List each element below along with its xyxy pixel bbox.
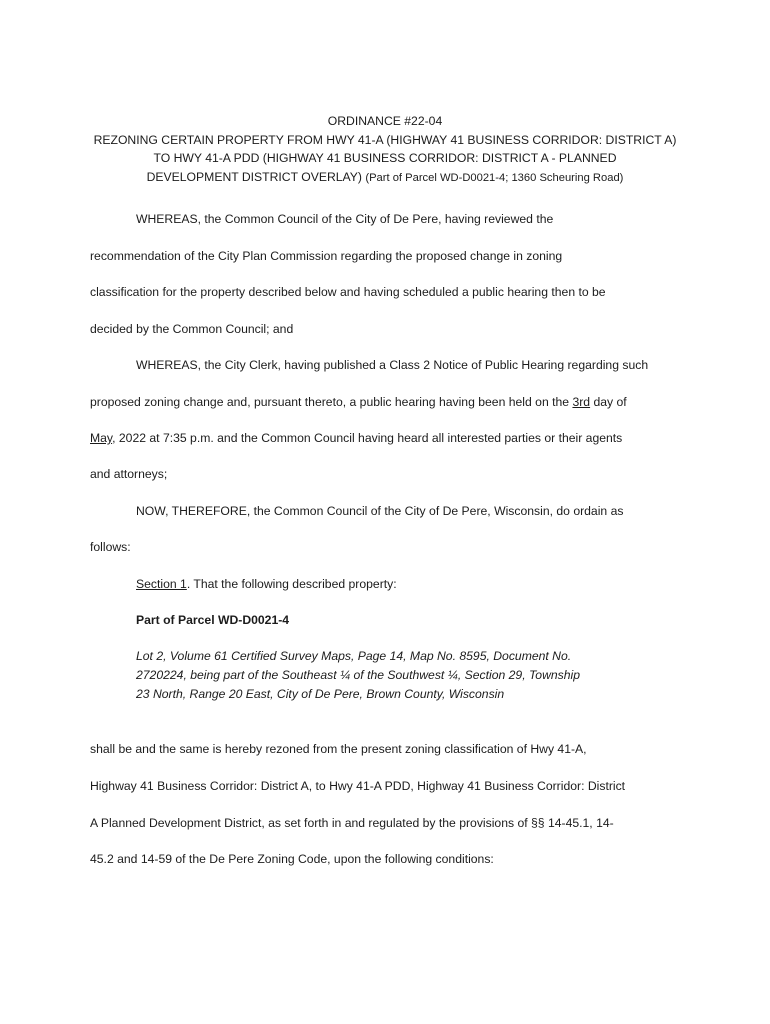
hearing-month: May	[90, 431, 113, 445]
recital-1-line-1: WHEREAS, the Common Council of the City of De Pere, having reviewed the	[136, 212, 554, 226]
legal-description-line-2: 2720224, being part of the Southeast ¼ of the Southwest ¼, Section 29, Township	[136, 668, 581, 682]
recital-2-line-1: WHEREAS, the City Clerk, having published a Class 2 Notice of Public Hearing regarding such	[136, 358, 649, 372]
section-1-label: Section 1	[136, 577, 187, 591]
recital-1-line-3: classification for the property described below and having scheduled a public hearing then to be	[90, 285, 606, 299]
ordinance-title-line-2: TO HWY 41-A PDD (HIGHWAY 41 BUSINESS CORRIDOR: DISTRICT A - PLANNED	[153, 151, 617, 166]
ordain-line-2: follows:	[90, 540, 131, 554]
parcel-note: (Part of Parcel WD-D0021-4; 1360 Scheuring Road)	[365, 171, 624, 184]
ordinance-title-line-1: REZONING CERTAIN PROPERTY FROM HWY 41-A (HIGHWAY 41 BUSINESS CORRIDOR: DISTRICT A)	[93, 132, 677, 147]
ordain-line-1: NOW, THEREFORE, the Common Council of the City of De Pere, Wisconsin, do ordain as	[136, 504, 624, 518]
recital-2-line-2	[90, 394, 627, 410]
recital-2-line-2-text: proposed zoning change and, pursuant thereto, a public hearing having been held on the	[90, 395, 573, 409]
recital-1-line-4: decided by the Common Council; and	[90, 322, 294, 336]
recital-2-line-3-text: , 2022 at 7:35 p.m. and the Common Council having heard all interested parties or their agents	[112, 431, 623, 445]
ordinance-number: ORDINANCE #22-04	[327, 114, 443, 128]
ordinance-heading	[60, 112, 710, 187]
section-1-intro-text: . That the following described property:	[186, 577, 397, 591]
recital-2-line-3	[90, 430, 622, 446]
recital-2-line-4: and attorneys;	[90, 467, 168, 481]
legal-description-line-1: Lot 2, Volume 61 Certified Survey Maps, Page 14, Map No. 8595, Document No.	[136, 649, 572, 663]
rezone-line-1: shall be and the same is hereby rezoned from the present zoning classification of Hwy 41-A,	[90, 742, 587, 756]
parcel-heading: Part of Parcel WD-D0021-4	[136, 613, 290, 627]
recital-1-line-2: recommendation of the City Plan Commission regarding the proposed change in zoning	[90, 249, 563, 263]
recital-2-line-2-end: day of	[590, 395, 627, 409]
rezone-line-3: A Planned Development District, as set forth in and regulated by the provisions of §§ 14-45.1, 14-	[90, 816, 614, 830]
rezone-line-2: Highway 41 Business Corridor: District A, to Hwy 41-A PDD, Highway 41 Business Corridor: District	[90, 779, 626, 793]
section-1-intro	[136, 576, 397, 592]
ordinance-title-line-3	[60, 168, 710, 188]
legal-description-line-3: 23 North, Range 20 East, City of De Pere, Brown County, Wisconsin	[136, 687, 505, 701]
rezone-line-4: 45.2 and 14-59 of the De Pere Zoning Code, upon the following conditions:	[90, 852, 494, 866]
hearing-day: 3rd	[572, 395, 591, 409]
ordinance-title-line-3-text: DEVELOPMENT DISTRICT OVERLAY)	[146, 169, 362, 184]
